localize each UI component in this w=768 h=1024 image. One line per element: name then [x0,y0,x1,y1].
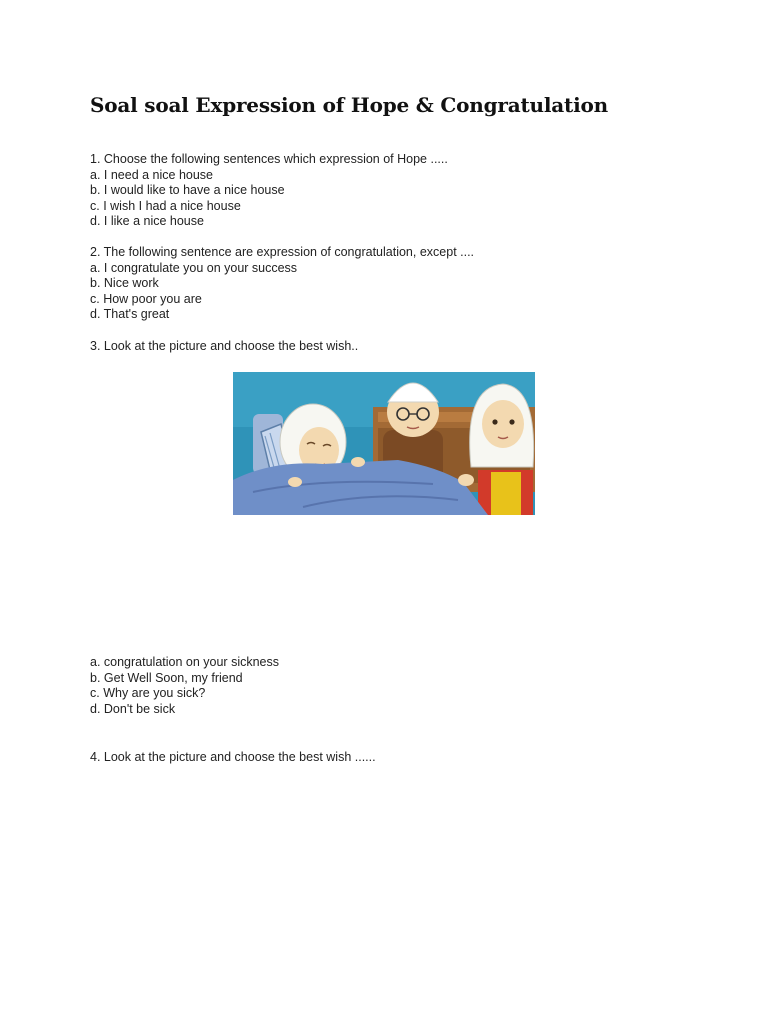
sick-child-hand [288,477,302,487]
question-1 [90,152,448,230]
answer-option: c. Why are you sick? [90,686,206,701]
answer-option: b. Get Well Soon, my friend [90,670,243,685]
answer-option: d. That's great [90,307,170,322]
sick-friend-illustration [233,372,535,515]
answer-option: d. Don't be sick [90,701,176,716]
answer-option: b. Nice work [90,276,159,291]
question-4 [90,750,376,766]
answer-option: a. congratulation on your sickness [90,655,279,669]
answer-option: a. I congratulate you on your success [90,260,298,275]
question-prompt: 2. The following sentence are expression of congratulation, except .... [90,245,475,259]
question-3-options [90,655,279,717]
answer-option: d. I like a nice house [90,214,204,229]
answer-option: c. I wish I had a nice house [90,198,241,213]
answer-option: c. How poor you are [90,291,202,306]
question-3 [90,339,358,355]
question-prompt: 4. Look at the picture and choose the best wish ...... [90,750,376,764]
answer-option: a. I need a nice house [90,167,214,182]
girl-face [482,400,524,448]
girl-hand [458,474,474,486]
question-prompt: 1. Choose the following sentences which expression of Hope ..... [90,152,448,166]
document-title: Soal soal Expression of Hope & Congratulation [90,93,608,117]
question-prompt: 3. Look at the picture and choose the best wish.. [90,339,359,353]
question-2 [90,245,474,323]
answer-option: b. I would like to have a nice house [90,183,285,198]
